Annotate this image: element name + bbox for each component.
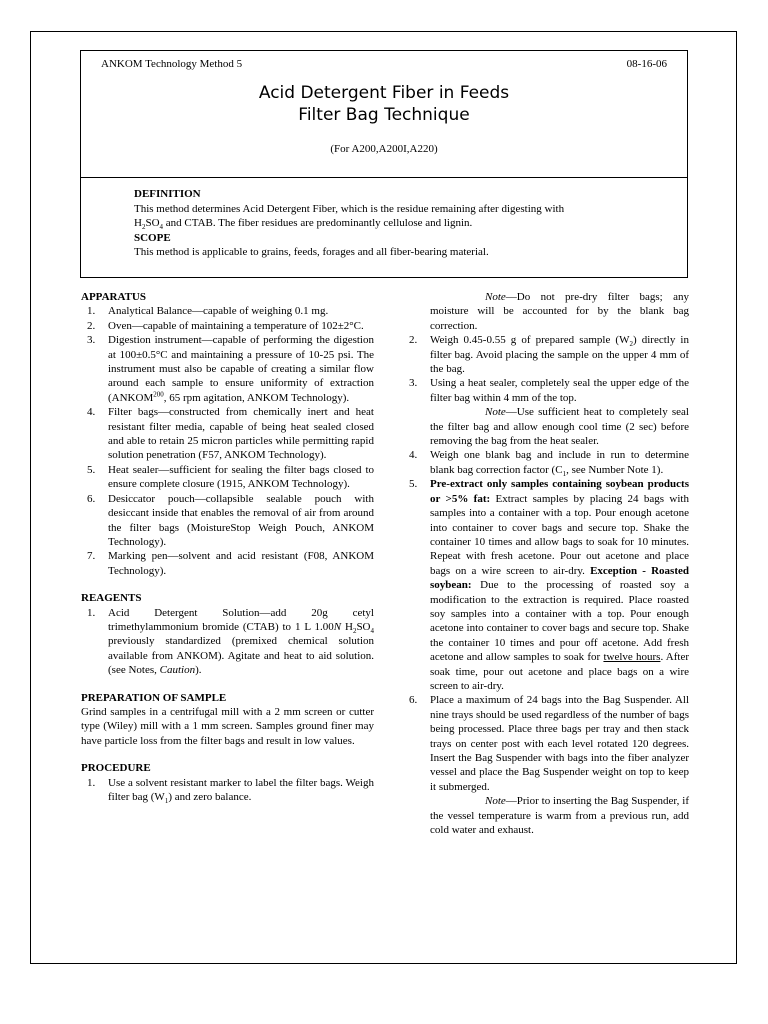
right-column — [403, 290, 689, 837]
reagents-heading: REAGENTS — [81, 592, 142, 605]
list-item: 5. Pre-extract only samples containing soybean products or >5% fat: Extract samples by placing 24 bags with samples into a container with a top. Pour enough acetone into container to cover bags and secure top. Shake the container 10 times and allow bags to soak for 10 minutes. Repeat with fresh acetone. Pour out acetone and place bags on a wire screen to air-dry. Exception - Roasted soybean: Due to the processing of roasted soy a modification to the extraction is required. Place roasted soy samples into a container with a top. Pour enough acetone into container to cover bags and secure top. Shake the container 10 times and pour off acetone. Add fresh acetone and allow samples to soak for twelve hours. After soak time, pour out acetone and place bags on a wire screen to air-dry. — [409, 478, 690, 692]
title-block — [81, 51, 687, 178]
document-subtitle: (For A200,A200I,A220) — [330, 143, 438, 155]
list-item: 2. Oven—capable of maintaining a temperature of 102±2°C. — [87, 319, 364, 332]
reagents-list — [81, 606, 374, 678]
title-line-2: Filter Bag Technique — [298, 105, 470, 125]
apparatus-list — [81, 304, 374, 578]
procedure-list-start — [81, 776, 374, 805]
procedure-heading: PROCEDURE — [81, 762, 151, 775]
definition-scope-block — [134, 187, 651, 260]
list-item: 3. Digestion instrument—capable of performing the digestion at 100±0.5°C and maintaining a pressure of 10-25 psi. The instrument must also be capable of creating a similar flow around each sample to ensure uniformity of extraction (ANKOM$^{200}$, 65 rpm agitation, ANKOM Technology). — [87, 334, 374, 404]
scope-heading: SCOPE — [134, 231, 171, 244]
scope-text: This method is applicable to grains, feeds, forages and all fiber-bearing material. — [134, 246, 489, 258]
note-3: Note—Use sufficient heat to completely seal the filter bag and allow enough cool time (2 sec) before removing the bag from the heat sealer. — [430, 406, 689, 448]
list-item: 1. Analytical Balance—capable of weighing 0.1 mg. — [87, 305, 329, 318]
list-item: 5. Heat sealer—sufficient for sealing the filter bags closed to ensure complete closure (1915, ANKOM Technology). — [87, 463, 374, 491]
document-title — [81, 82, 687, 126]
apparatus-heading: APPARATUS — [81, 291, 146, 303]
list-item: 7. Marking pen—solvent and acid resistant (F08, ANKOM Technology). — [87, 550, 374, 577]
note-6: Note—Prior to inserting the Bag Suspender, if the vessel temperature is warm from a previous run, add cold water and exhaust. — [430, 795, 689, 837]
preparation-text: Grind samples in a centrifugal mill with a 2 mm screen or cutter type (Wiley) mill with a 1 mm screen. Samples ground finer may have particle loss from the filter bags and result in low values. — [81, 705, 374, 747]
list-item: 1. Acid Detergent Solution—add 20g cetyl trimethylammonium bromide (CTAB) to 1 L 1.00N $H_2SO_4$ previously standardized (premixed chemical solution available from ANKOM). Agitate and heat to aid solution. (see Notes, Caution). — [87, 606, 374, 677]
list-item: 6. Place a maximum of 24 bags into the Bag Suspender. All nine trays should be used regardless of the number of bags being processed. Place three bags per tray and then stack trays on center post with each level rotated 120 degrees. Insert the Bag Suspender with bags into the fiber analyzer vessel and place the Bag Suspender weight on top to keep it submerged. Note—Prior to inserting the Bag Suspender, if the vessel temperature is warm from a previous run, add cold water and exhaust. — [409, 694, 689, 837]
definition-heading: DEFINITION — [134, 188, 201, 200]
left-column — [81, 290, 374, 804]
method-date: 08-16-06 — [626, 58, 667, 70]
procedure-list-cont — [403, 333, 689, 837]
list-item: 3. Using a heat sealer, completely seal the upper edge of the filter bag within 4 mm of the top. Note—Use sufficient heat to completely seal the filter bag and allow enough cool time (2 sec) before removing the bag from the heat sealer. — [409, 377, 689, 448]
list-item: 2. Weigh 0.45-0.55 g of prepared sample $(W_2)$ directly in filter bag. Avoid placing the sample on the upper 4 mm of the bag. — [409, 334, 689, 376]
preparation-heading: PREPARATION OF SAMPLE — [81, 691, 227, 704]
list-item: 1. Use a solvent resistant marker to label the filter bags. Weigh filter bag $(W_1)$ and zero balance. — [87, 776, 374, 806]
title-line-1: Acid Detergent Fiber in Feeds — [258, 83, 510, 103]
list-item: 4. Filter bags—constructed from chemically inert and heat resistant filter media, capable of being heat sealed closed and able to retain 25 micron particles while permitting rapid solution penetration (F57, ANKOM Technology). — [87, 406, 374, 462]
list-item: 6. Desiccator pouch—collapsible sealable pouch with desiccant inside that enables the removal of air from around the filter bags (MoistureStop Weigh Pouch, ANKOM Technology). — [87, 492, 374, 548]
definition-text: This method determines Acid Detergent Fiber, which is the residue remaining after digesting with $H_2SO_4$ and CTAB. The fiber residues are predominantly cellulose and lignin. — [134, 202, 565, 232]
method-number: ANKOM Technology Method 5 — [101, 58, 243, 70]
list-item: 4. Weigh one blank bag and include in run to determine blank bag correction factor ($C_1$, see Number Note 1). — [409, 449, 689, 479]
note-1: Note—Do not pre-dry filter bags; any moisture will be accounted for by the blank bag correction. — [430, 291, 689, 332]
header-box — [80, 50, 688, 278]
